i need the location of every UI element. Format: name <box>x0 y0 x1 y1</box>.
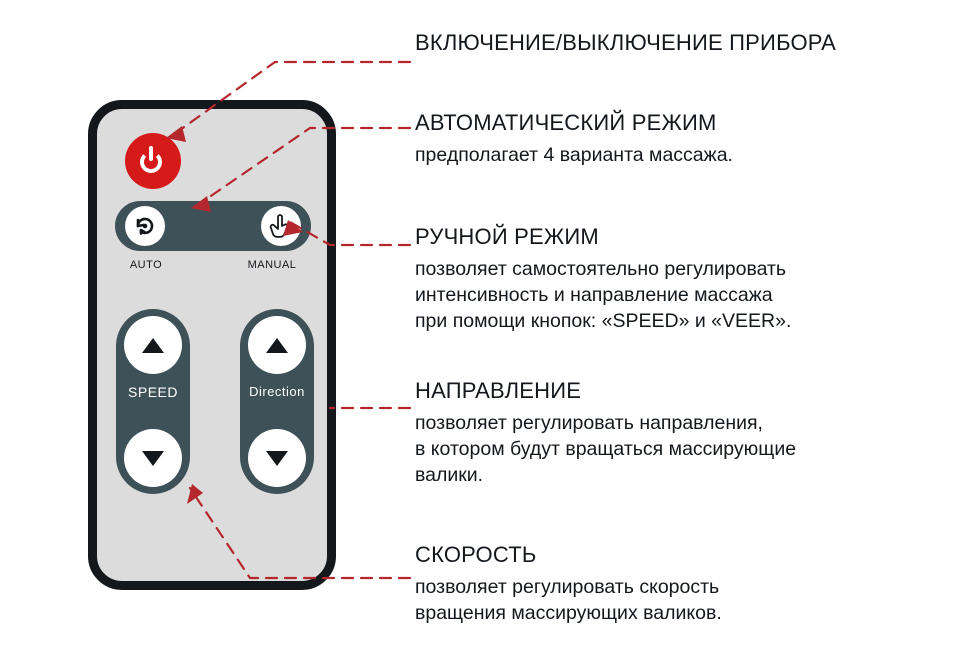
annotation-auto-heading: АВТОМАТИЧЕСКИЙ РЕЖИМ <box>415 110 717 135</box>
speed-label: SPEED <box>128 384 178 400</box>
mode-bar <box>115 201 311 251</box>
triangle-down-icon <box>266 451 288 466</box>
triangle-up-icon <box>266 338 288 353</box>
auto-mode-button[interactable] <box>125 206 165 246</box>
direction-control-column <box>240 309 314 494</box>
manual-label: MANUAL <box>247 259 297 271</box>
remote-control-body <box>88 100 336 590</box>
annotation-manual-heading: РУЧНОЙ РЕЖИМ <box>415 224 599 249</box>
annotation-direction-heading: НАПРАВЛЕНИЕ <box>415 378 582 403</box>
power-icon <box>138 146 168 176</box>
manual-mode-button[interactable] <box>261 206 301 246</box>
annotation-direction-body: позволяет регулировать направления, в котором будут вращаться массирующие валики. <box>415 412 797 486</box>
direction-label: Direction <box>249 384 305 399</box>
hand-icon <box>269 213 293 239</box>
annotation-power-heading: ВКЛЮЧЕНИЕ/ВЫКЛЮЧЕНИЕ ПРИБОРА <box>415 30 837 55</box>
auto-rotate-icon <box>132 213 158 239</box>
annotation-manual-body: позволяет самостоятельно регулировать интенсивность и направление массажа при помощи кнопок: «SPEED» и «VEER». <box>415 258 792 332</box>
speed-down-button[interactable] <box>124 429 182 487</box>
triangle-down-icon <box>142 451 164 466</box>
direction-down-button[interactable] <box>248 429 306 487</box>
power-button[interactable] <box>125 133 181 189</box>
triangle-up-icon <box>142 338 164 353</box>
annotation-auto-body: предполагает 4 варианта массажа. <box>415 144 733 166</box>
speed-control-column <box>116 309 190 494</box>
auto-label: AUTO <box>129 259 163 271</box>
speed-up-button[interactable] <box>124 316 182 374</box>
annotation-speed-body: позволяет регулировать скорость вращения массирующих валиков. <box>415 576 722 624</box>
direction-up-button[interactable] <box>248 316 306 374</box>
annotation-speed-heading: СКОРОСТЬ <box>415 542 537 567</box>
